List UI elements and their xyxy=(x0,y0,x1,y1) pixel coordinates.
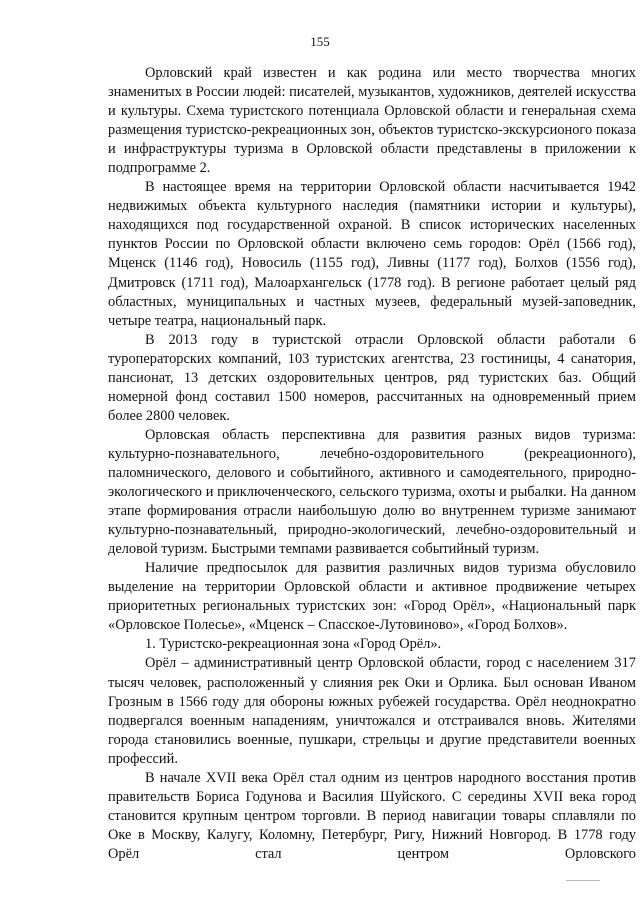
scan-edge-mark xyxy=(566,880,600,881)
paragraph-orel-history: В начале XVII века Орёл стал одним из центров народного восстания против правительств Бориса Годунова и Василия Шуйского. С середины XVII века город становится крупным центром торговли. В период навигации товары сплавляли по Оке в Москву, Калугу, Коломну, Петербург, Ригу, Нижний Новгород. В 1778 году Орёл стал центром Орловского xyxy=(108,769,636,862)
paragraph-tourism-types: Орловская область перспективна для развития разных видов туризма: культурно-познавательного, лечебно-оздоровительного (рекреационного), паломнического, делового и событийного, активного и самодеятельного, природно-экологического и приключенческого, сельского туризма, охоты и рыбалки. На данном этапе формирования отрасли наибольшую долю во внутреннем туризме занимают культурно-познавательный, природно-экологический, лечебно-оздоровительный и деловой туризм. Быстрыми темпами развивается событийный туризм. xyxy=(108,426,636,558)
paragraph-famous-people: Орловский край известен и как родина или место творчества многих знаменитых в России людей: писателей, музыкантов, художников, деятелей искусства и культуры. Схема туристского потенциала Орловской области и генеральная схема размещения туристско-рекреационных зон, объектов туристско-экскурсионого показа и инфраструктуры туризма в Орловской области представлены в приложении к подпрограмме 2. xyxy=(108,65,636,177)
paragraph-tourism-statistics: В 2013 году в туристской отрасли Орловской области работали 6 туроператорских компаний, 103 туристских агентства, 23 гостиницы, 4 санатория, пансионат, 13 детских оздоровительных центров, ряд туристских баз. Общий номерной фонд составил 1500 номеров, рассчитанных на одновременный прием более 2800 человек. xyxy=(108,331,636,424)
paragraph-cultural-heritage: В настоящее время на территории Орловской области насчитывается 1942 недвижимых объекта культурного наследия (памятники истории и культуры), находящихся под государственной охраной. В список исторических населенных пунктов России по Орловской области включено семь городов: Орёл (1566 год), Мценск (1146 год), Новосиль (1155 год), Ливны (1177 год), Болхов (1556 год), Дмитровск (1711 год), Малоархангельск (1778 год). В регионе работает целый ряд областных, муниципальных и частных музеев, федеральный музей-заповедник, четыре театра, национальный парк. xyxy=(108,179,636,329)
document-body xyxy=(108,64,636,864)
section-heading-orel-zone: 1. Туристско-рекреационная зона «Город Орёл». xyxy=(145,636,442,653)
paragraph-orel-city: Орёл – административный центр Орловской области, город с населением 317 тысяч человек, расположенный у слияния рек Оки и Орлика. Был основан Иваном Грозным в 1566 году для обороны южных рубежей государства. Орёл неоднократно подвергался военным нападениям, уничтожался и отстраивался вновь. Жителями города становились военные, пушкари, стрельцы и другие представители военных профессий. xyxy=(108,655,636,767)
page-number: 155 xyxy=(310,34,330,49)
paragraph-tourist-zones: Наличие предпосылок для развития различных видов туризма обусловило выделение на территории Орловской области и активное продвижение четырех приоритетных региональных туристских зон: «Город Орёл», «Национальный парк «Орловское Полесье», «Мценск – Спасское-Лутовиново», «Город Болхов». xyxy=(108,560,636,634)
